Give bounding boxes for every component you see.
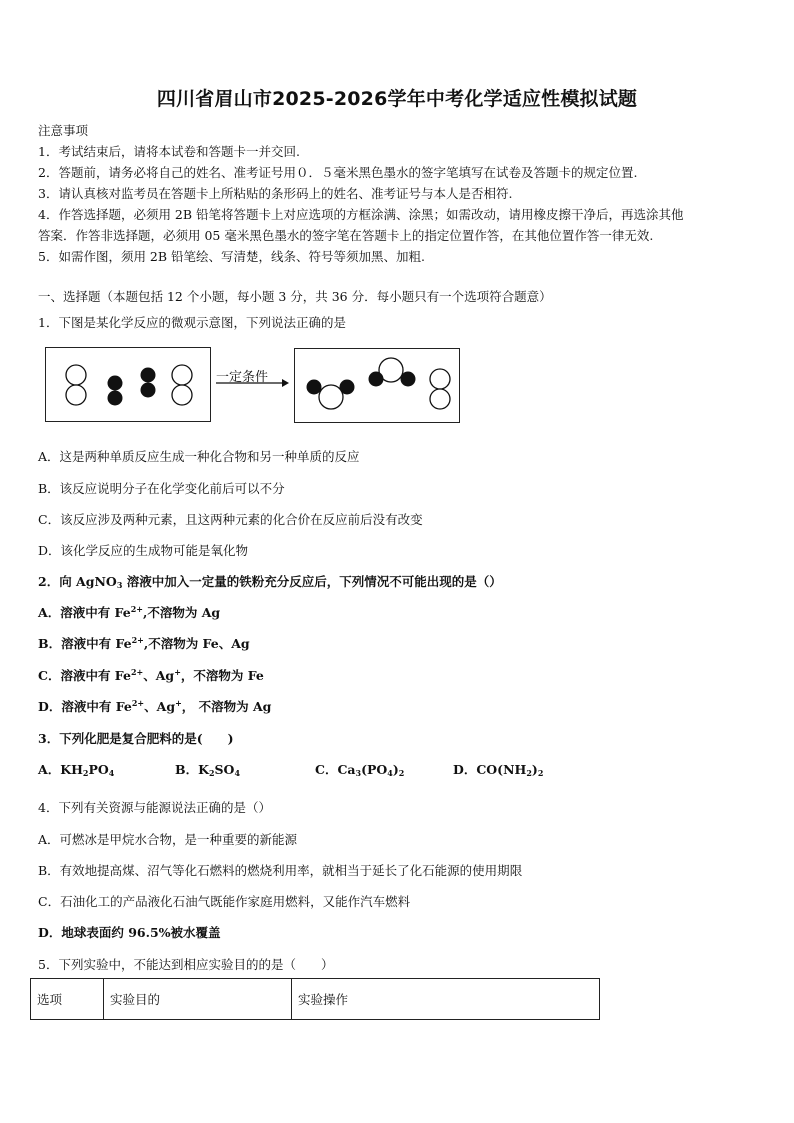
page-title: 四川省眉山市2025-2026学年中考化学适应性模拟试题 <box>156 88 638 110</box>
reaction-arrow-icon <box>214 377 290 389</box>
question-4-option-c: C．石油化工的产品液化石油气既能作家庭用燃料，又能作汽车燃料 <box>38 894 411 909</box>
question-2-option-d: D．溶液中有 $Fe^{2+}$、Ag+， 不溶物为 Ag <box>38 698 272 714</box>
question-1-option-a: A．这是两种单质反应生成一种化合物和另一种单质的反应 <box>38 449 360 464</box>
question-1-option-b: B．该反应说明分子在化学变化前后可以不分 <box>38 481 285 496</box>
products-box <box>294 348 460 423</box>
notice-heading: 注意事项 <box>38 123 89 138</box>
question-3-option-c: C．$Ca_3(PO_4)_2$ <box>315 762 405 778</box>
question-3-stem: 3．下列化肥是复合肥料的是( ) <box>38 731 234 746</box>
question-2-option-c: C．溶液中有 $Fe^{2+}$、Ag+，不溶物为 Fe <box>38 667 264 683</box>
reactants-box <box>45 347 211 422</box>
question-2-stem: 2．向 AgNO$_3$ 溶液中加入一定量的铁粉充分反应后，下列情况不可能出现的是（） <box>38 574 502 590</box>
header-option: 选项 <box>31 979 104 1020</box>
question-3-option-d: D．$CO(NH_2)_2$ <box>453 762 544 778</box>
reactants-diagram <box>46 348 210 421</box>
question-5-stem: 5．下列实验中，不能达到相应实验目的的是（ ） <box>38 957 334 972</box>
notice-item-4-cont: 答案．作答非选择题，必须用 05 毫米黑色墨水的签字笔在答题卡上的指定位置作答，在其他位置作答一律无效. <box>38 228 654 243</box>
question-2-option-b: B．溶液中有 $Fe^{2+}$,不溶物为 Fe、Ag <box>38 635 250 651</box>
question-1-option-d: D．该化学反应的生成物可能是氧化物 <box>38 543 249 558</box>
question-1-option-c: C．该反应涉及两种元素，且这两种元素的化合价在反应前后没有改变 <box>38 512 423 527</box>
question-3-option-a: A．$KH_2PO_4$ <box>38 762 115 778</box>
question-4-option-b: B．有效地提高煤、沼气等化石燃料的燃烧利用率，就相当于延长了化石能源的使用期限 <box>38 863 523 878</box>
notice-item-3: 3．请认真核对监考员在答题卡上所粘贴的条形码上的姓名、准考证号与本人是否相符. <box>38 186 513 201</box>
notice-item-1: 1．考试结束后，请将本试卷和答题卡一并交回. <box>38 144 300 159</box>
table-header-row <box>31 979 600 1020</box>
header-purpose: 实验目的 <box>104 979 292 1020</box>
notice-item-4: 4．作答选择题，必须用 2B 铅笔将答题卡上对应选项的方框涂满、涂黑；如需改动，请用橡皮擦干净后，再选涂其他 <box>38 207 684 222</box>
notice-item-2: 2．答题前，请务必将自己的姓名、准考证号用０．５毫米黑色墨水的签字笔填写在试卷及答题卡的规定位置. <box>38 165 638 180</box>
question-2-option-a: A．溶液中有 $Fe^{2+}$,不溶物为 Ag <box>38 604 221 620</box>
notice-item-5: 5．如需作图，须用 2B 铅笔绘、写清楚，线条、符号等须加黑、加粗. <box>38 249 426 264</box>
experiment-table <box>30 978 600 1020</box>
reaction-condition: 一定条件 <box>216 370 269 385</box>
question-1-stem: 1．下图是某化学反应的微观示意图，下列说法正确的是 <box>38 315 346 330</box>
question-4-option-a: A．可燃冰是甲烷水合物，是一种重要的新能源 <box>38 832 298 847</box>
question-4-option-d: D．地球表面约 96.5%被水覆盖 <box>38 925 221 940</box>
products-diagram <box>295 349 459 422</box>
section-heading: 一、选择题（本题包括 12 个小题，每小题 3 分，共 36 分．每小题只有一个选项符合题意） <box>38 289 552 304</box>
question-3-option-b: B．$K_2SO_4$ <box>175 762 241 778</box>
question-4-stem: 4．下列有关资源与能源说法正确的是（） <box>38 800 271 815</box>
header-operation: 实验操作 <box>292 979 600 1020</box>
